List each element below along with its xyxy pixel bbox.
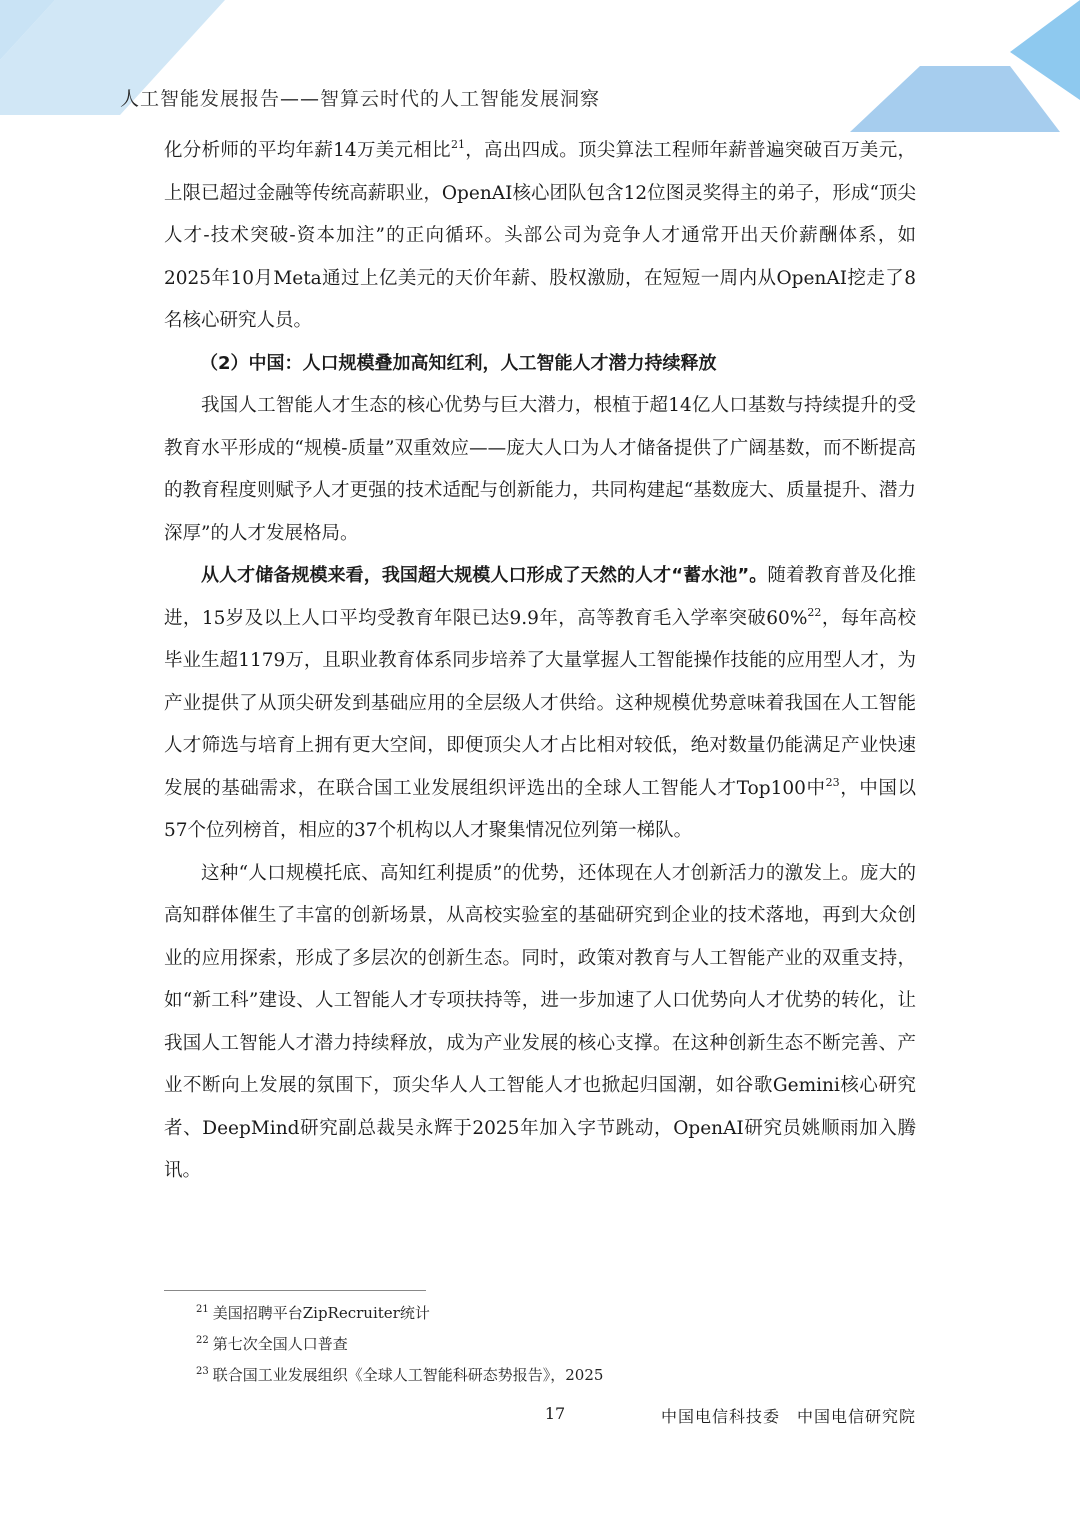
page-header-title: 人工智能发展报告——智算云时代的人工智能发展洞察 <box>120 88 601 110</box>
header-decoration <box>0 0 1080 140</box>
footnote-ref-23[interactable]: 23 <box>825 775 840 789</box>
footnote-ref-22[interactable]: 22 <box>807 605 822 619</box>
paragraph-3: 从人才储备规模来看，我国超大规模人口形成了天然的人才“蓄水池”。随着教育普及化推进，15岁及以上人口平均受教育年限已达9.9年，高等教育毛入学率突破60%$^{22}$，每年高校毕业生超1179万，且职业教育体系同步培养了大量掌握人工智能操作技能的应用型人才，为产业提供了从顶尖研发到基础应用的全层级人才供给。这种规模优势意味着我国在人工智能人才筛选与培育上拥有更大空间，即便顶尖人才占比相对较低，绝对数量仍能满足产业快速发展的基础需求，在联合国工业发展组织评选出的全球人工智能人才Top100中$^{23}$，中国以57个位列榜首，相应的37个机构以人才聚集情况位列第一梯队。 <box>164 565 916 841</box>
paragraph-2: 我国人工智能人才生态的核心优势与巨大潜力，根植于超14亿人口基数与持续提升的受教育水平形成的“规模-质量”双重效应——庞大人口为人才储备提供了广阔基数，而不断提高的教育程度则赋予人才更强的技术适配与创新能力，共同构建起“基数庞大、质量提升、潜力深厚”的人才发展格局。 <box>164 395 916 544</box>
decor-right-trapezoid <box>850 66 1060 132</box>
footnote-divider <box>164 1290 426 1291</box>
footer-organization: 中国电信科技委 中国电信研究院 <box>660 1407 916 1426</box>
footnote-21: $^{21}$ 美国招聘平台ZipRecruiter统计 <box>196 1304 430 1322</box>
footnotes <box>196 1298 603 1391</box>
main-content <box>164 130 916 1193</box>
paragraph-1: 化分析师的平均年薪14万美元相比$^{21}$，高出四成。顶尖算法工程师年薪普遍突破百万美元，上限已超过金融等传统高薪职业，OpenAI核心团队包含12位图灵奖得主的弟子，形成“顶尖人才-技术突破-资本加注”的正向循环。头部公司为竞争人才通常开出天价薪酬体系，如2025年10月Meta通过上亿美元的天价年薪、股权激励，在短短一周内从OpenAI挖走了8名核心研究人员。 <box>164 138 916 331</box>
section-heading: （2）中国：人口规模叠加高知红利，人工智能人才潜力持续释放 <box>200 352 717 374</box>
footnote-ref-21[interactable]: 21 <box>450 138 465 151</box>
paragraph-3-lead: 从人才储备规模来看，我国超大规模人口形成了天然的人才“蓄水池”。 <box>201 565 768 586</box>
footnote-23: $^{23}$ 联合国工业发展组织《全球人工智能科研态势报告》，2025 <box>196 1366 604 1384</box>
footnote-22: $^{22}$ 第七次全国人口普查 <box>196 1335 348 1353</box>
page-number: 17 <box>544 1404 566 1423</box>
paragraph-4: 这种“人口规模托底、高知红利提质”的优势，还体现在人才创新活力的激发上。庞大的高知群体催生了丰富的创新场景，从高校实验室的基础研究到企业的技术落地，再到大众创业的应用探索，形成了多层次的创新生态。同时，政策对教育与人工智能产业的双重支持，如“新工科”建设、人工智能人才专项扶持等，进一步加速了人口优势向人才优势的转化，让我国人工智能人才潜力持续释放，成为产业发展的核心支撑。在这种创新生态不断完善、产业不断向上发展的氛围下，顶尖华人人工智能人才也掀起归国潮，如谷歌Gemini核心研究者、DeepMind研究副总裁吴永辉于2025年加入字节跳动，OpenAI研究员姚顺雨加入腾讯。 <box>164 862 916 1181</box>
